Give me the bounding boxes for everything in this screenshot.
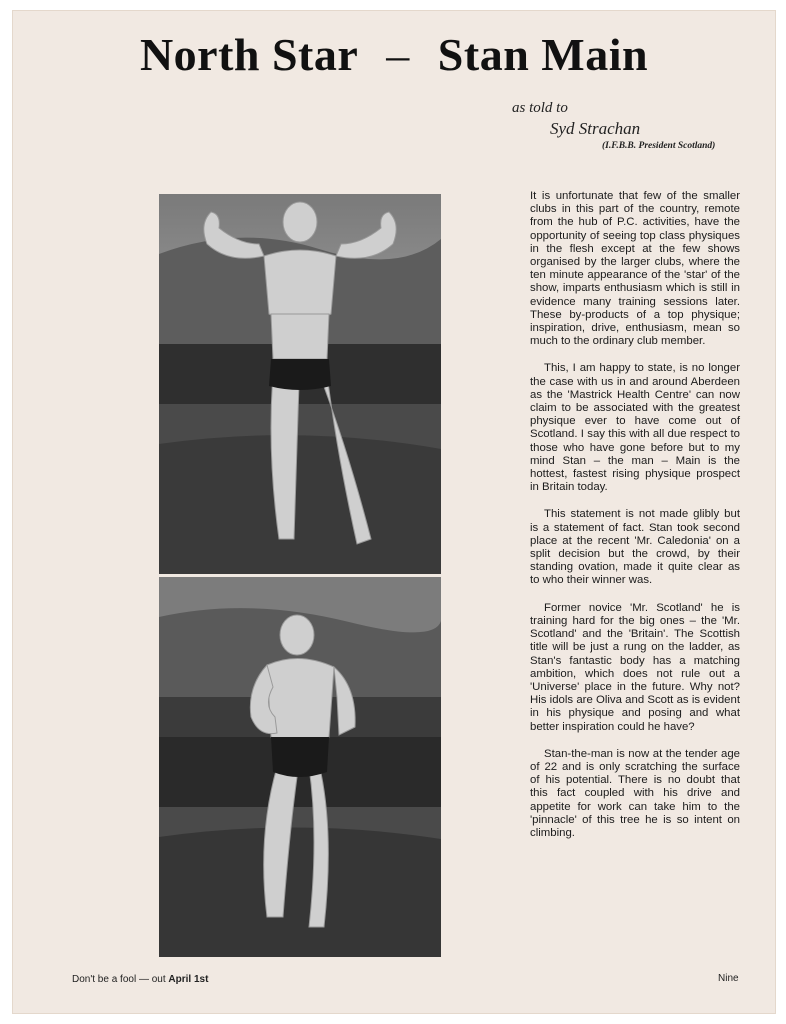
page-number: Nine [718, 973, 739, 984]
paragraph-1: It is unfortunate that few of the smaller clubs in this part of the country, remote from the hub of P.C. activities, have the opportunity of seeing top class physiques in the flesh except at the few shows organised by the larger clubs, where the ten minute appearance of the 'star' of the show, imparts enthusiasm which is still in evidence many training sessions later. These by-products of a top physique; inspiration, drive, enthusiasm, mean so much to the ordinary club member. [530, 190, 740, 348]
title-left: North Star [139, 29, 359, 80]
as-told-to: as told to [512, 100, 568, 116]
magazine-page [12, 10, 776, 1014]
photo-side-chest [159, 577, 441, 957]
paragraph-2: This, I am happy to state, is no longer the case with us in and around Aberdeen as the 'Mastrick Health Centre' can now claim to be associated with the greatest physique ever to have come out of Scotland. I say this with all due respect to those who have gone before but to my mind Stan – the man – Main is the hottest, fastest rising physique prospect in Britain today. [530, 362, 740, 494]
paragraph-4: Former novice 'Mr. Scotland' he is training hard for the big ones – the 'Mr. Scotland' and the 'Britain'. The Scottish title will be just a rung on the ladder, as Stan's fantastic body has a matching ambition, which does not rule out a 'Universe' place in the future. Why not? His idols are Oliva and Scott as is evident in his physique and posing and what better inspiration could he have? [530, 601, 740, 733]
paragraph-5: Stan-the-man is now at the tender age of 22 and is only scratching the surface of his potential. There is no doubt that this fact coupled with his drive and appetite for work can take him to the 'pinnacle' of this tree he is so intent on climbing. [530, 747, 740, 839]
article-title [12, 28, 776, 81]
paragraph-3: This statement is not made glibly but is a statement of fact. Stan took second place at the recent 'Mr. Caledonia' on a split decision but the crowd, by their standing ovation, made it quite clear as to who their winner was. [530, 508, 740, 587]
footer-advert [72, 974, 208, 985]
front-double-biceps-image [159, 194, 441, 574]
photo-front-double-biceps [159, 194, 441, 574]
footer-advert-text: Don't be a fool — out [72, 974, 169, 985]
title-dash: – [386, 29, 410, 80]
byline [512, 100, 715, 151]
side-chest-image [159, 577, 441, 957]
author-name: Syd Strachan [550, 119, 641, 138]
footer-advert-date: April 1st [168, 974, 209, 985]
title-right: Stan Main [437, 29, 649, 80]
author-role: (I.F.B.B. President Scotland) [602, 141, 716, 151]
article-body [530, 190, 740, 854]
